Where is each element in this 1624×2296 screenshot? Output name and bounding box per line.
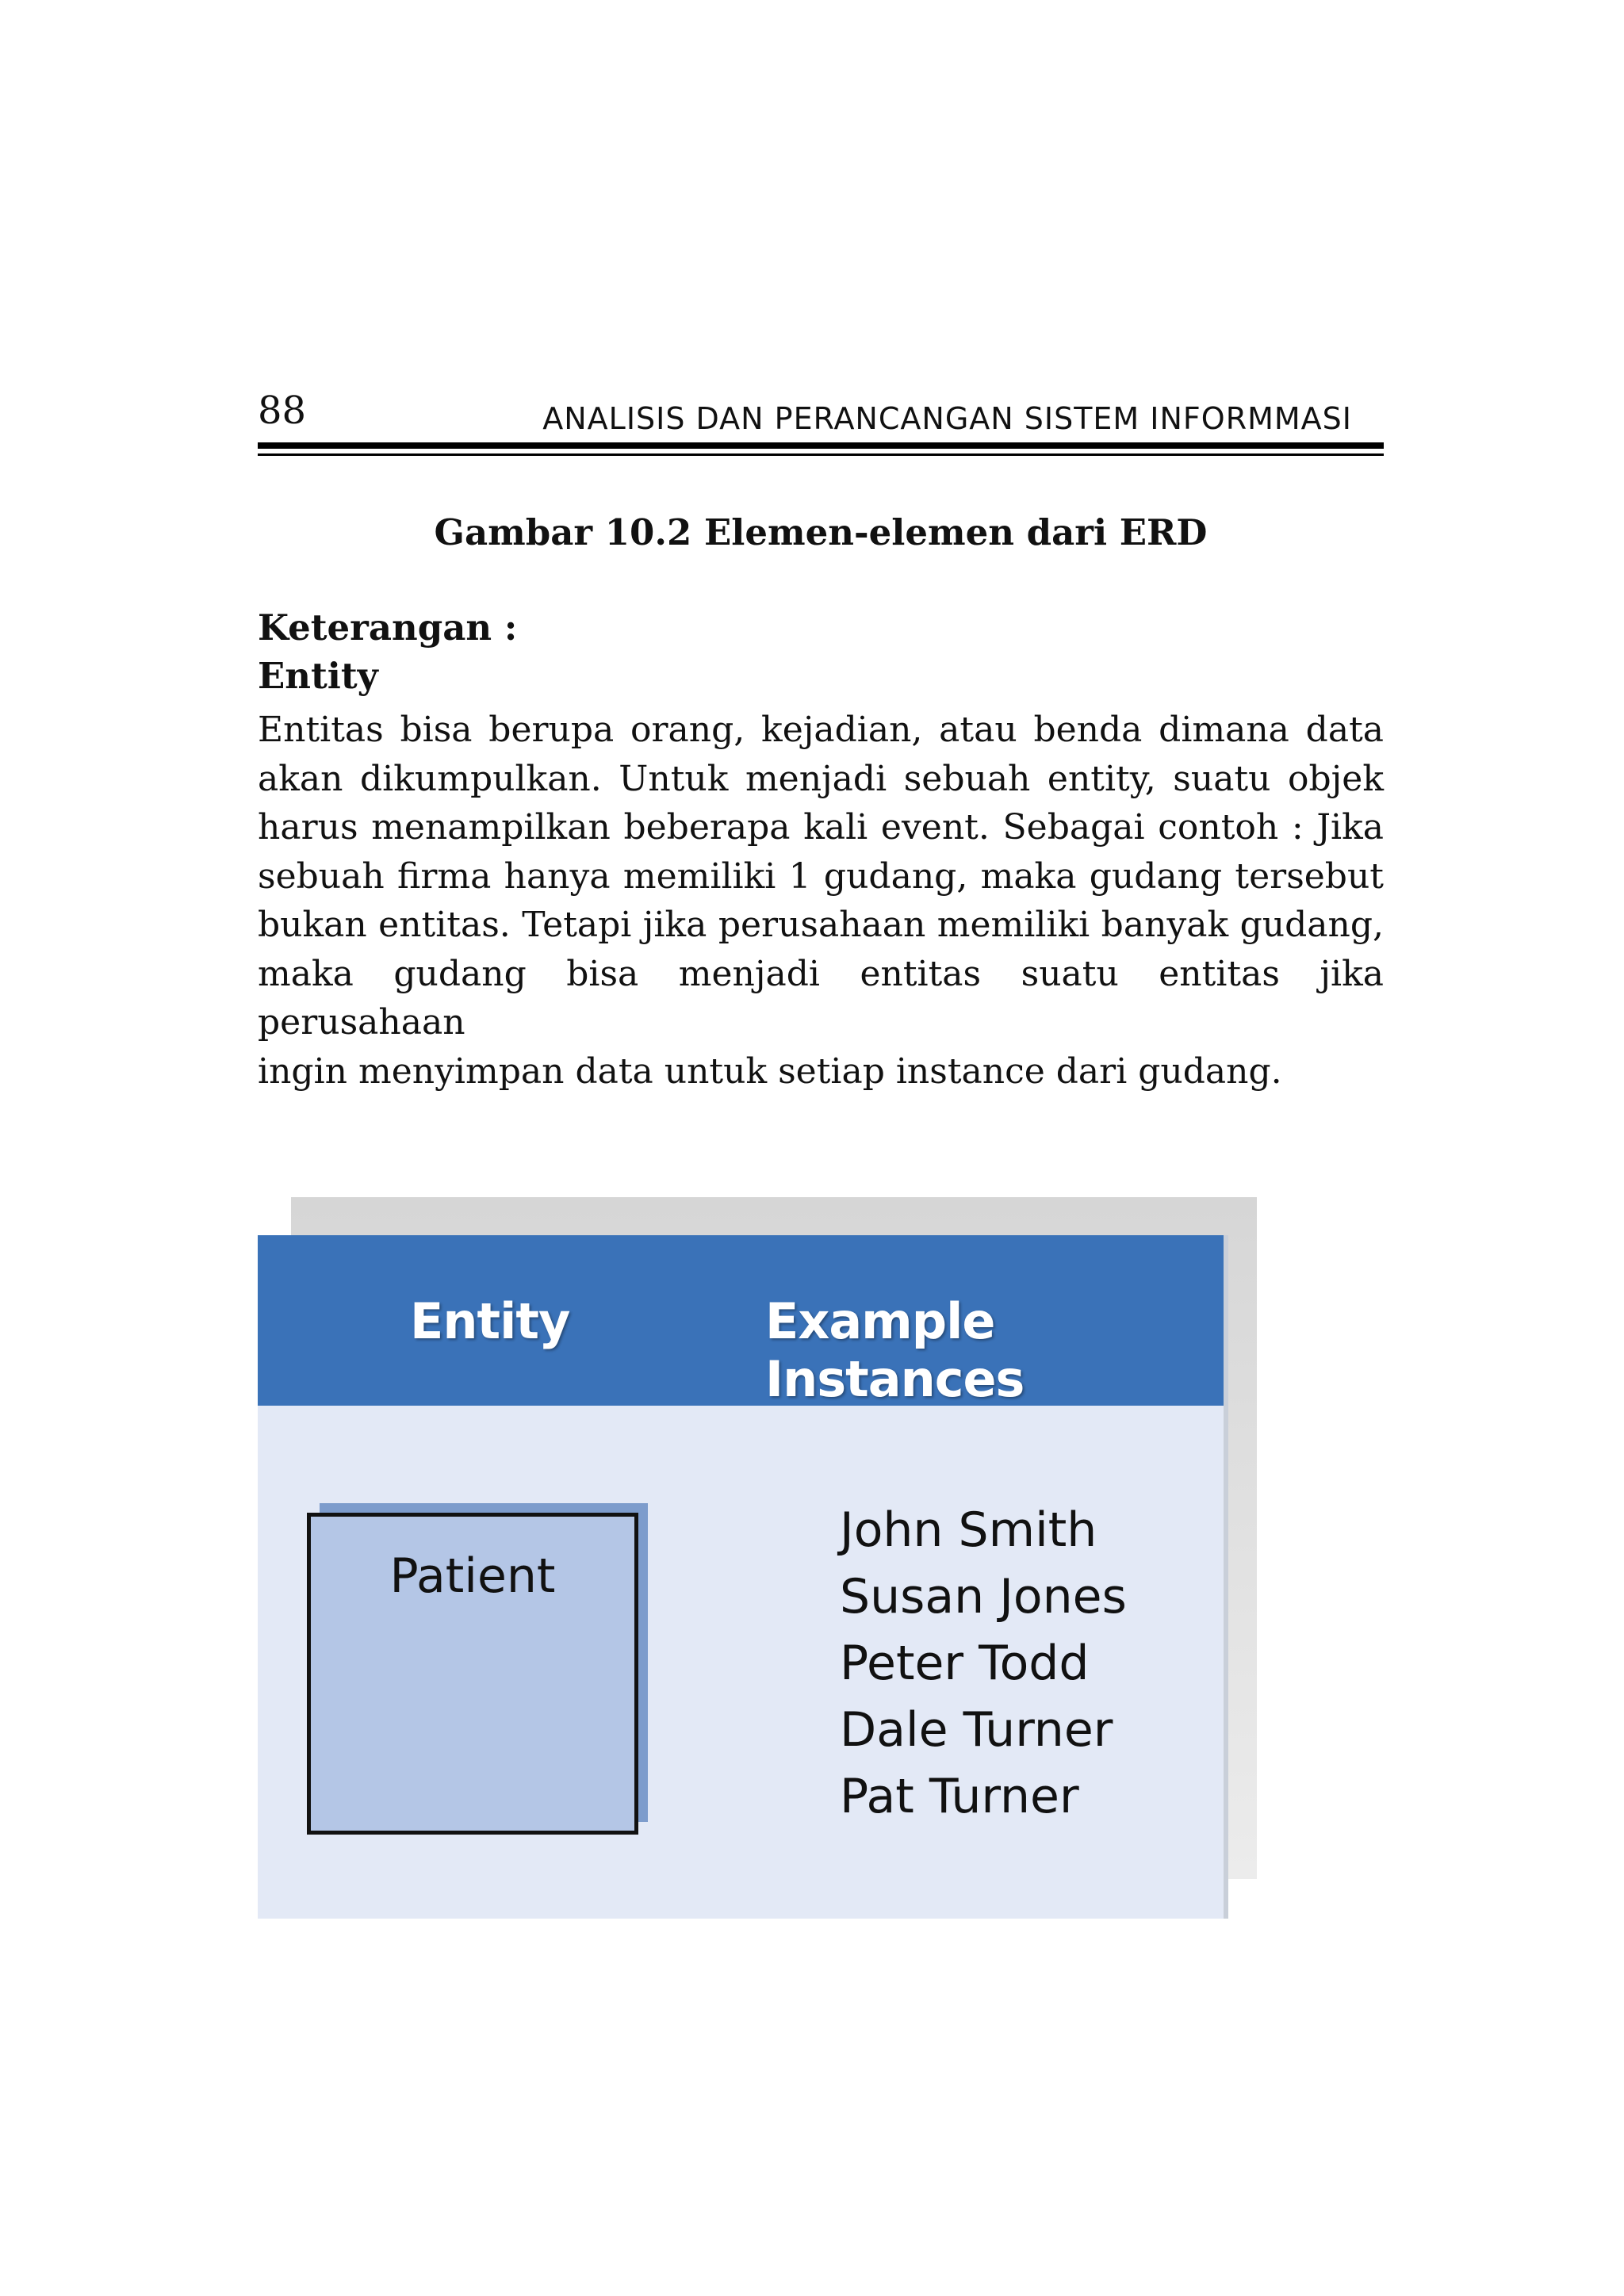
- paragraph-line: ingin menyimpan data untuk setiap instance dari gudang.: [258, 1050, 1282, 1092]
- header-rule-thick: [258, 442, 1384, 449]
- keterangan-label: Keterangan :: [258, 607, 518, 649]
- paragraph-line: akan dikumpulkan. Untuk menjadi sebuah entity, suatu objek: [258, 758, 1384, 799]
- figure-header-bar: [258, 1235, 1224, 1406]
- figure-caption: Gambar 10.2 Elemen-elemen dari ERD: [434, 511, 1208, 553]
- paragraph-line: bukan entitas. Tetapi jika perusahaan memiliki banyak gudang,: [258, 905, 1384, 945]
- page-header: [258, 379, 1384, 458]
- page-number: 88: [258, 388, 307, 433]
- figure-panel: [258, 1235, 1224, 1919]
- entity-paragraph: [258, 706, 1384, 1096]
- entity-column-header: Entity: [410, 1292, 570, 1350]
- entity-name: Patient: [389, 1548, 556, 1604]
- instance-item: John Smith: [840, 1502, 1097, 1558]
- instances-column-header: Example Instances: [765, 1292, 1025, 1408]
- entity-rectangle: [307, 1513, 638, 1835]
- paragraph-line: sebuah firma hanya memiliki 1 gudang, maka gudang tersebut: [258, 855, 1384, 897]
- instance-item: Peter Todd: [840, 1636, 1090, 1691]
- paragraph-line: Entitas bisa berupa orang, kejadian, atau benda dimana data: [258, 710, 1384, 750]
- entity-heading: Entity: [258, 655, 378, 697]
- instance-list: [840, 1497, 1127, 1830]
- paragraph-line: maka gudang bisa menjadi entitas suatu entitas jika perusahaan: [258, 953, 1384, 1043]
- erd-entity-figure: [258, 1197, 1257, 1919]
- instance-item: Dale Turner: [840, 1702, 1113, 1758]
- running-title: ANALISIS DAN PERANCANGAN SISTEM INFORMMASI: [542, 401, 1352, 436]
- instance-item: Susan Jones: [840, 1569, 1127, 1624]
- header-rule-thin: [258, 453, 1384, 456]
- instance-item: Pat Turner: [840, 1769, 1079, 1824]
- paragraph-line: harus menampilkan beberapa kali event. Sebagai contoh : Jika: [258, 807, 1384, 848]
